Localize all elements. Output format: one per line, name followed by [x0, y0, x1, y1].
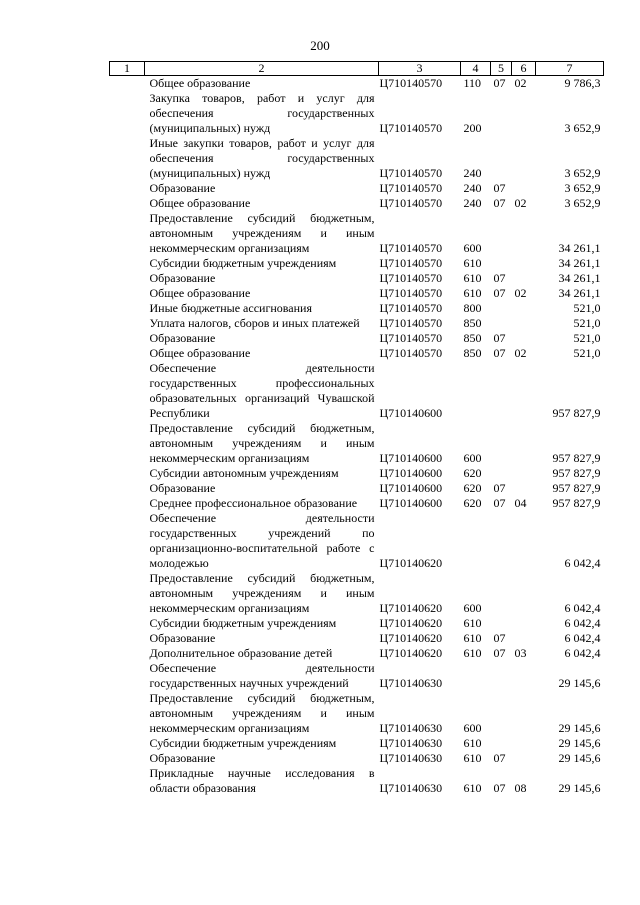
row-cell-1: [110, 361, 145, 421]
table-row: [110, 616, 604, 631]
row-amount: 6 042,4: [564, 631, 601, 645]
row-col6: [512, 256, 536, 271]
row-col6: [512, 136, 536, 181]
row-amount: 34 261,1: [558, 271, 601, 285]
row-col5: [491, 571, 512, 616]
row-amount: 34 261,1: [558, 286, 601, 300]
row-col5: 07: [493, 181, 506, 195]
row-col5: [491, 136, 512, 181]
row-amount: 34 261,1: [558, 241, 601, 255]
row-code: Ц710140570: [379, 256, 443, 270]
row-col4: 600: [463, 451, 482, 465]
column-header-6: 6: [512, 62, 536, 76]
row-code: Ц710140570: [379, 301, 443, 315]
row-col6: [512, 511, 536, 571]
column-header-1: 1: [110, 62, 145, 76]
row-name: Иные закупки товаров, работ и услуг для обеспечения государственных (муниципальных) нужд: [149, 136, 375, 180]
row-col4: [461, 361, 491, 421]
row-col5: [491, 211, 512, 256]
row-cell-1: [110, 211, 145, 256]
row-col5: [491, 301, 512, 316]
row-col5: 07: [493, 751, 506, 765]
table-row: [110, 331, 604, 346]
row-col4: 110: [463, 76, 482, 90]
row-amount: 521,0: [573, 331, 601, 345]
row-cell-1: [110, 316, 145, 331]
row-cell-1: [110, 466, 145, 481]
row-col5: 07: [493, 496, 506, 510]
row-name: Образование: [149, 751, 216, 765]
row-name: Среднее профессиональное образование: [149, 496, 358, 510]
row-col6: 02: [514, 196, 527, 210]
row-col5: 07: [493, 76, 506, 90]
row-name: Образование: [149, 631, 216, 645]
row-cell-1: [110, 631, 145, 646]
row-name: Общее образование: [149, 196, 251, 210]
row-name: Субсидии автономным учреждениям: [149, 466, 339, 480]
row-cell-1: [110, 91, 145, 136]
row-amount: 29 145,6: [558, 781, 601, 795]
row-col4: 850: [463, 346, 482, 360]
row-col5: 07: [493, 286, 506, 300]
row-cell-1: [110, 196, 145, 211]
row-name: Образование: [149, 481, 216, 495]
row-col5: [491, 691, 512, 736]
table-row: [110, 631, 604, 646]
row-col5: [491, 421, 512, 466]
row-cell-1: [110, 661, 145, 691]
column-header-3: 3: [379, 62, 461, 76]
row-col4: 610: [463, 256, 482, 270]
row-col4: [461, 661, 491, 691]
table-row: [110, 661, 604, 691]
row-col4: 600: [463, 601, 482, 615]
row-col5: [491, 91, 512, 136]
table-row: [110, 91, 604, 136]
row-cell-1: [110, 616, 145, 631]
row-cell-1: [110, 766, 145, 796]
row-name: Образование: [149, 271, 216, 285]
page-number: 200: [310, 38, 330, 53]
row-col6: 03: [514, 646, 527, 660]
row-code: Ц710140570: [379, 331, 443, 345]
table-row: [110, 271, 604, 286]
row-name: Субсидии бюджетным учреждениям: [149, 736, 337, 750]
row-amount: 29 145,6: [558, 676, 601, 690]
column-header-2: 2: [145, 62, 379, 76]
row-amount: 6 042,4: [564, 556, 601, 570]
row-code: Ц710140570: [379, 271, 443, 285]
row-amount: 957 827,9: [552, 466, 601, 480]
table-row: [110, 481, 604, 496]
row-name: Уплата налогов, сборов и иных платежей: [149, 316, 360, 330]
header-row: [110, 62, 604, 76]
row-code: Ц710140620: [379, 556, 443, 570]
row-code: Ц710140570: [379, 346, 443, 360]
row-amount: 29 145,6: [558, 751, 601, 765]
row-col6: [512, 751, 536, 766]
row-amount: 3 652,9: [564, 196, 601, 210]
row-col4: 610: [463, 736, 482, 750]
row-code: Ц710140620: [379, 631, 443, 645]
row-col6: 04: [514, 496, 527, 510]
row-col5: 07: [493, 631, 506, 645]
row-code: Ц710140570: [379, 316, 443, 330]
row-col4: 610: [463, 271, 482, 285]
table-body: [110, 76, 604, 797]
row-col4: [461, 511, 491, 571]
row-name: Закупка товаров, работ и услуг для обеспечения государственных (муниципальных) нужд: [149, 91, 375, 135]
row-amount: 29 145,6: [558, 721, 601, 735]
row-cell-1: [110, 571, 145, 616]
row-code: Ц710140630: [379, 676, 443, 690]
row-cell-1: [110, 286, 145, 301]
row-amount: 521,0: [573, 316, 601, 330]
row-col6: 02: [514, 286, 527, 300]
row-col6: [512, 271, 536, 286]
row-col6: [512, 361, 536, 421]
row-col5: [491, 616, 512, 631]
row-cell-1: [110, 136, 145, 181]
row-col4: 620: [463, 481, 482, 495]
row-col4: 610: [463, 286, 482, 300]
table-row: [110, 766, 604, 796]
table-row: [110, 136, 604, 181]
row-amount: 3 652,9: [564, 181, 601, 195]
row-col5: 07: [493, 481, 506, 495]
row-code: Ц710140630: [379, 751, 443, 765]
row-col5: [491, 661, 512, 691]
row-amount: 3 652,9: [564, 166, 601, 180]
row-col4: 240: [463, 181, 482, 195]
row-name: Предоставление субсидий бюджетным, автономным учреждениям и иным некоммерческим организациям: [149, 571, 375, 615]
table-row: [110, 496, 604, 511]
table-row: [110, 316, 604, 331]
row-name: Обеспечение деятельности государственных профессиональных образовательных организаций Чувашской Республики: [149, 361, 375, 420]
row-col4: 240: [463, 196, 482, 210]
row-col4: 610: [463, 781, 482, 795]
row-name: Субсидии бюджетным учреждениям: [149, 256, 337, 270]
row-col4: 620: [463, 496, 482, 510]
row-name: Иные бюджетные ассигнования: [149, 301, 312, 315]
table-row: [110, 466, 604, 481]
row-amount: 6 042,4: [564, 601, 601, 615]
row-col4: 800: [463, 301, 482, 315]
row-cell-1: [110, 751, 145, 766]
row-code: Ц710140620: [379, 616, 443, 630]
row-name: Общее образование: [149, 346, 251, 360]
row-cell-1: [110, 646, 145, 661]
row-code: Ц710140600: [379, 466, 443, 480]
row-col4: 240: [463, 166, 482, 180]
row-col5: 07: [493, 346, 506, 360]
row-col6: 08: [514, 781, 527, 795]
row-amount: 3 652,9: [564, 121, 601, 135]
row-col6: [512, 316, 536, 331]
table-row: [110, 421, 604, 466]
row-amount: 6 042,4: [564, 646, 601, 660]
row-cell-1: [110, 301, 145, 316]
row-name: Дополнительное образование детей: [149, 646, 333, 660]
table-row: [110, 751, 604, 766]
row-col6: [512, 181, 536, 196]
row-col5: 07: [493, 196, 506, 210]
row-code: Ц710140570: [379, 286, 443, 300]
row-amount: 957 827,9: [552, 496, 601, 510]
row-col5: [491, 466, 512, 481]
row-col6: [512, 211, 536, 256]
table-row: [110, 646, 604, 661]
row-name: Предоставление субсидий бюджетным, автономным учреждениям и иным некоммерческим организациям: [149, 211, 375, 255]
column-header-5: 5: [491, 62, 512, 76]
table-row: [110, 256, 604, 271]
row-col5: 07: [493, 271, 506, 285]
row-col6: [512, 691, 536, 736]
table-row: [110, 361, 604, 421]
row-col4: 610: [463, 616, 482, 630]
row-col4: 200: [463, 121, 482, 135]
row-col4: 620: [463, 466, 482, 480]
row-cell-1: [110, 481, 145, 496]
row-col6: [512, 661, 536, 691]
row-col4: 610: [463, 646, 482, 660]
table-row: [110, 301, 604, 316]
row-col5: [491, 511, 512, 571]
row-col4: 850: [463, 331, 482, 345]
row-col6: [512, 421, 536, 466]
row-cell-1: [110, 421, 145, 466]
row-cell-1: [110, 511, 145, 571]
row-code: Ц710140600: [379, 496, 443, 510]
row-col6: 02: [514, 76, 527, 90]
row-code: Ц710140630: [379, 781, 443, 795]
row-amount: 957 827,9: [552, 451, 601, 465]
row-name: Предоставление субсидий бюджетным, автономным учреждениям и иным некоммерческим организациям: [149, 691, 375, 735]
table-row: [110, 511, 604, 571]
table-row: [110, 736, 604, 751]
row-name: Образование: [149, 331, 216, 345]
row-col6: [512, 466, 536, 481]
budget-table: [109, 61, 604, 796]
row-col4: 610: [463, 631, 482, 645]
row-col4: 850: [463, 316, 482, 330]
row-amount: 957 827,9: [552, 406, 601, 420]
table-row: [110, 571, 604, 616]
table-row: [110, 286, 604, 301]
row-amount: 521,0: [573, 301, 601, 315]
row-cell-1: [110, 256, 145, 271]
row-name: Образование: [149, 181, 216, 195]
row-cell-1: [110, 76, 145, 92]
row-amount: 34 261,1: [558, 256, 601, 270]
row-code: Ц710140570: [379, 181, 443, 195]
table-row: [110, 211, 604, 256]
row-code: Ц710140570: [379, 196, 443, 210]
row-col6: [512, 91, 536, 136]
row-col5: [491, 316, 512, 331]
row-amount: 29 145,6: [558, 736, 601, 750]
row-name: Предоставление субсидий бюджетным, автономным учреждениям и иным некоммерческим организациям: [149, 421, 375, 465]
table-row: [110, 76, 604, 92]
table-row: [110, 691, 604, 736]
row-cell-1: [110, 346, 145, 361]
row-col5: 07: [493, 781, 506, 795]
row-code: Ц710140570: [379, 121, 443, 135]
row-code: Ц710140570: [379, 166, 443, 180]
row-col6: [512, 301, 536, 316]
row-code: Ц710140630: [379, 736, 443, 750]
row-name: Обеспечение деятельности государственных учреждений по организационно-воспитательной работе с молодежью: [149, 511, 375, 570]
row-name: Субсидии бюджетным учреждениям: [149, 616, 337, 630]
row-col6: [512, 571, 536, 616]
row-name: Общее образование: [149, 76, 251, 90]
row-col6: 02: [514, 346, 527, 360]
row-amount: 6 042,4: [564, 616, 601, 630]
row-code: Ц710140600: [379, 406, 443, 420]
row-col6: [512, 331, 536, 346]
row-code: Ц710140620: [379, 646, 443, 660]
row-code: Ц710140570: [379, 241, 443, 255]
row-amount: 521,0: [573, 346, 601, 360]
row-col6: [512, 481, 536, 496]
row-cell-1: [110, 181, 145, 196]
row-name: Обеспечение деятельности государственных научных учреждений: [149, 661, 375, 690]
column-header-7: 7: [536, 62, 604, 76]
row-col5: 07: [493, 646, 506, 660]
row-col6: [512, 736, 536, 751]
row-code: Ц710140600: [379, 481, 443, 495]
row-col6: [512, 616, 536, 631]
row-col5: 07: [493, 331, 506, 345]
row-cell-1: [110, 271, 145, 286]
row-cell-1: [110, 496, 145, 511]
row-cell-1: [110, 736, 145, 751]
row-code: Ц710140570: [379, 76, 443, 90]
column-header-4: 4: [461, 62, 491, 76]
row-col6: [512, 631, 536, 646]
row-cell-1: [110, 691, 145, 736]
row-amount: 957 827,9: [552, 481, 601, 495]
row-col5: [491, 736, 512, 751]
row-amount: 9 786,3: [564, 76, 601, 90]
row-col5: [491, 256, 512, 271]
row-code: Ц710140620: [379, 601, 443, 615]
row-name: Прикладные научные исследования в области образования: [149, 766, 375, 795]
row-code: Ц710140600: [379, 451, 443, 465]
row-col4: 610: [463, 751, 482, 765]
table-row: [110, 181, 604, 196]
row-code: Ц710140630: [379, 721, 443, 735]
row-col4: 600: [463, 721, 482, 735]
row-cell-1: [110, 331, 145, 346]
table-row: [110, 346, 604, 361]
row-col5: [491, 361, 512, 421]
row-name: Общее образование: [149, 286, 251, 300]
table-row: [110, 196, 604, 211]
row-col4: 600: [463, 241, 482, 255]
